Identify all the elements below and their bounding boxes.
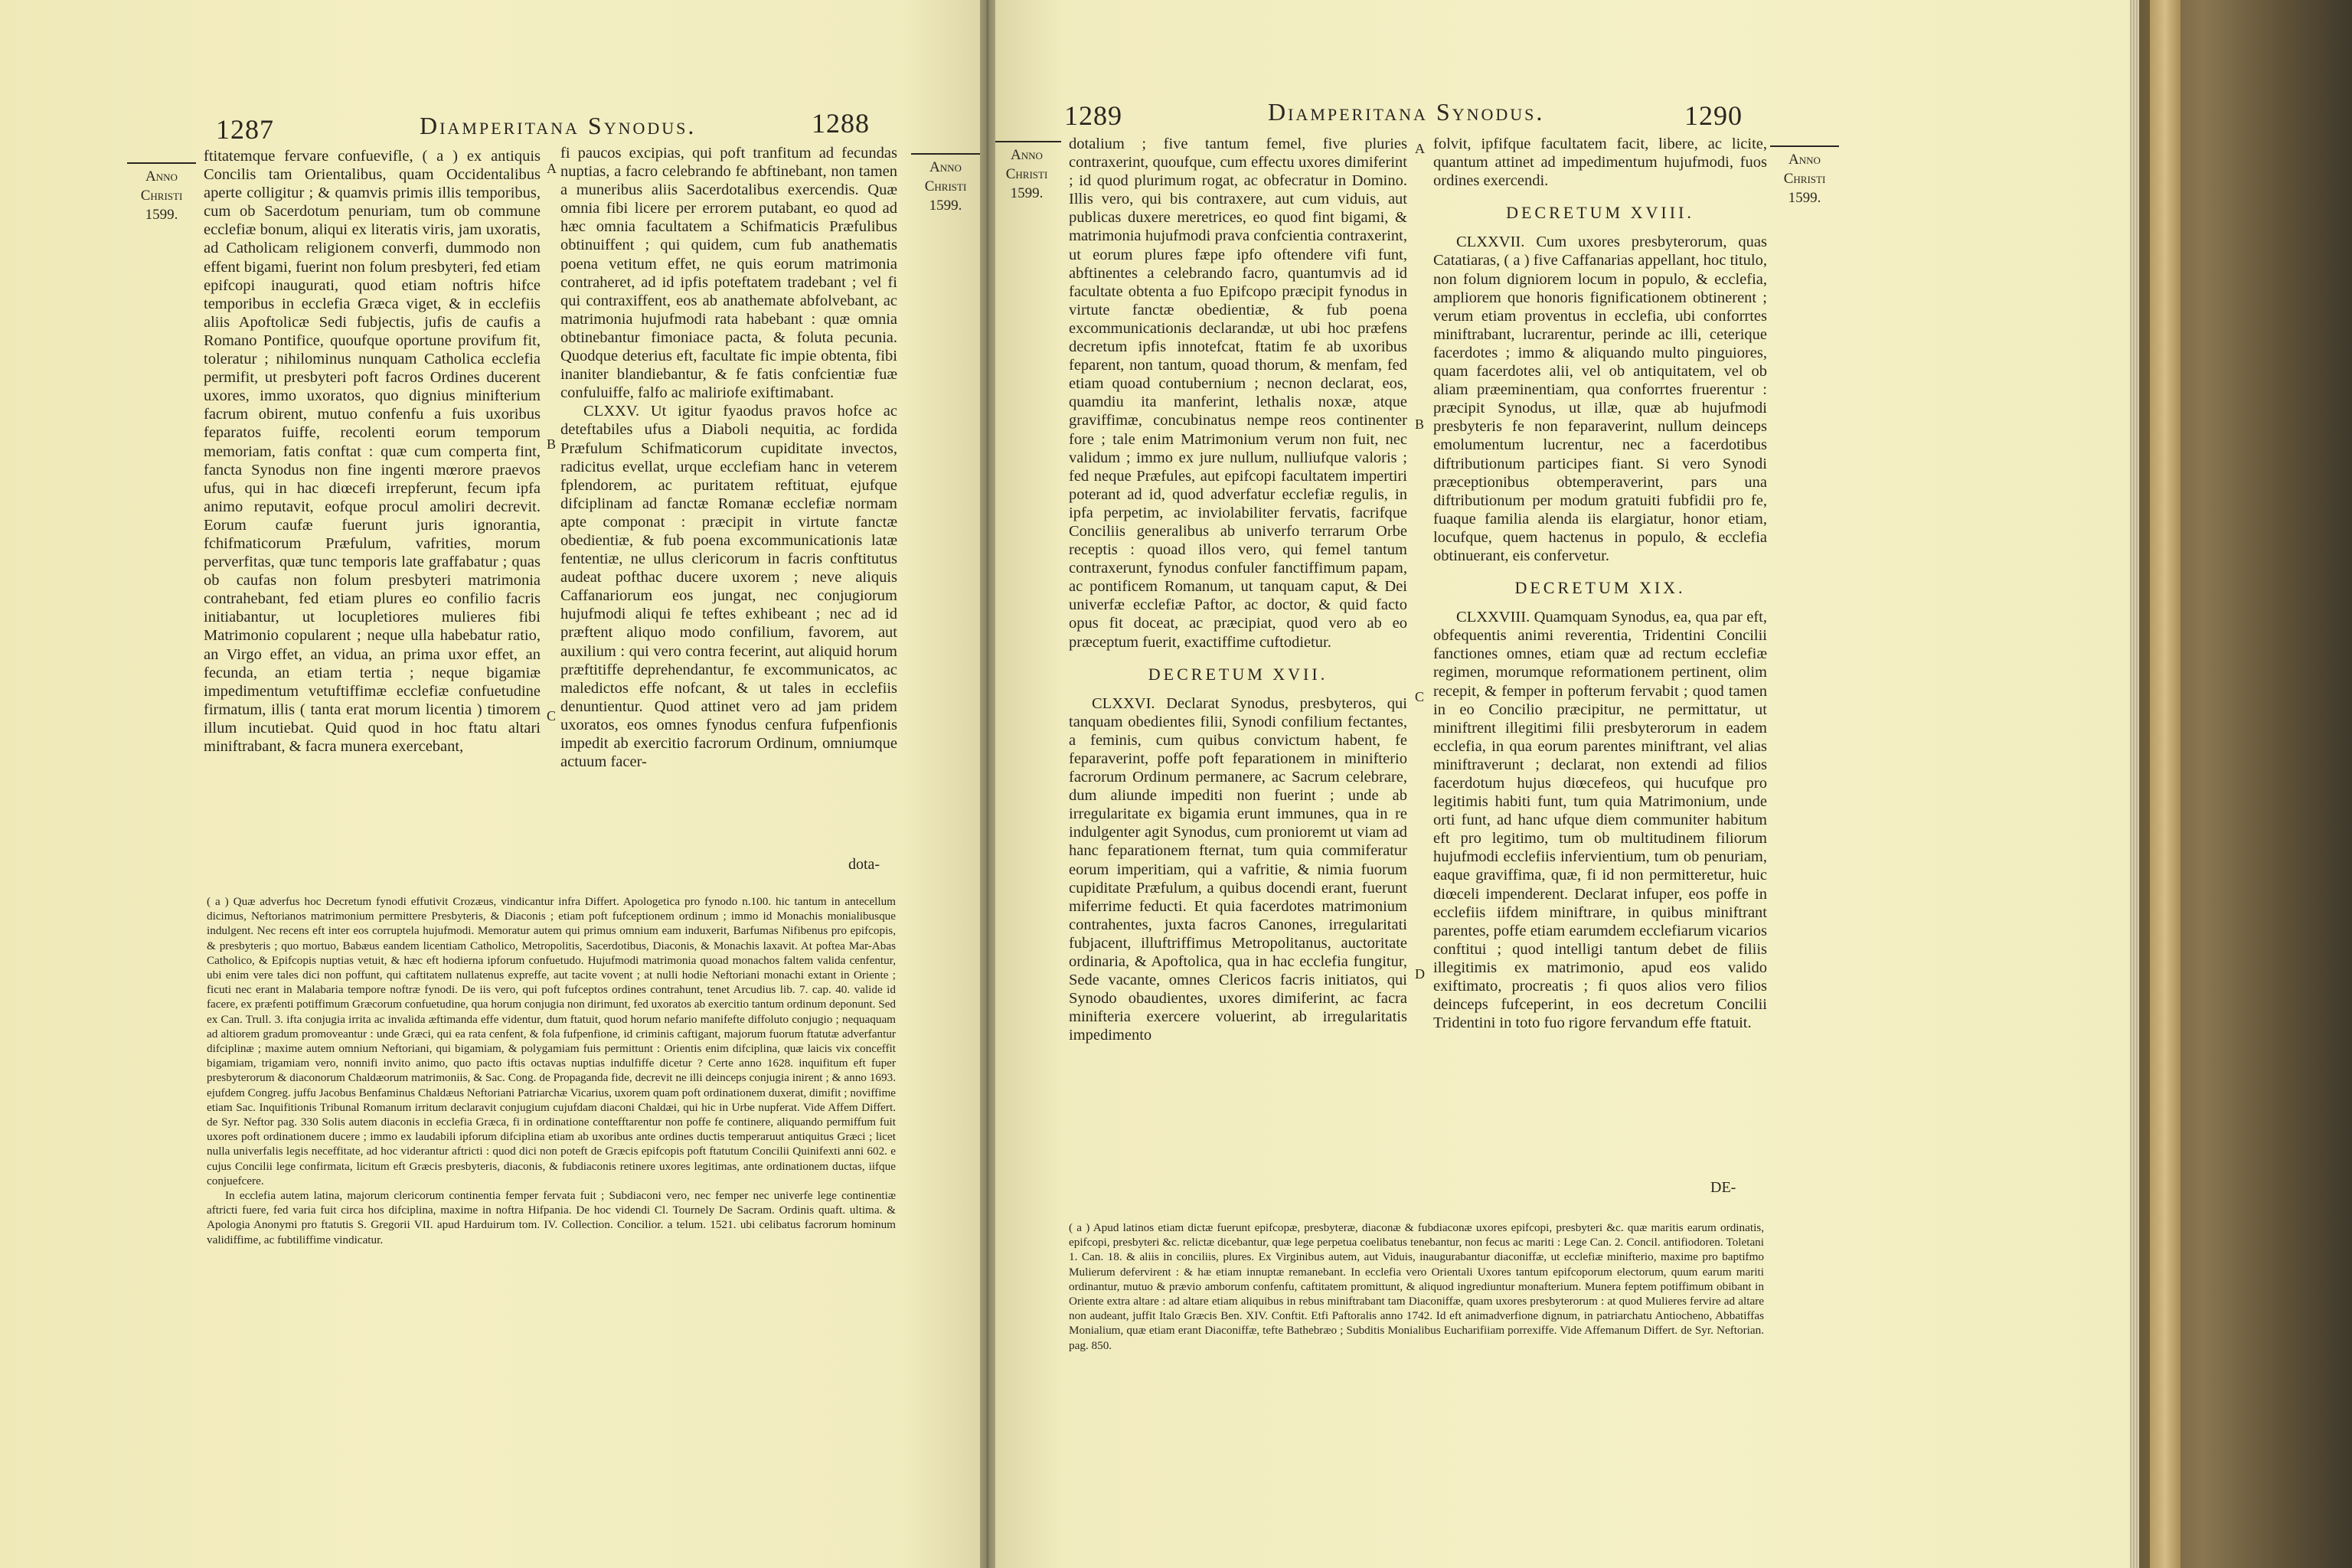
paragraph: fi paucos excipias, qui poft tranfitum ad fecundas nuptias, a facro celebrando fe abftinebant, non tamen a muneribus aliis Sacerdotalibus exercendis. Quæ omnia fibi licere per errorem putabant, eo quod ad hæc omnia facultatem a Schifmaticis Præfulibus obtinuiffent ; qui quidem, cum fub anathematis poena vetitum effet, ne quis eorum matrimonia contraheret, ad id ipfis poteftatem tradebant ; vel fi qui contraxiffent, eos ab anathemate abfolvebant, ac matrimonia hujufmodi rata habebant : quæ omnia obtinebantur fimoniace pacta, & foluta pecunia. Quodque deterius eft, facultate fic impie obtenta, fibi inaniter blandiebantur, & fe fatis confcientiæ fuæ confuluiffe, falfo ac maliriofe exiftimabant. — [560, 145, 897, 402]
margin-letter: A — [1415, 141, 1425, 156]
left-page-column-2 — [560, 144, 897, 771]
margin-letter: B — [1415, 416, 1425, 432]
margin-note-left: Anno Christi 1599. — [127, 162, 196, 224]
footnote-paragraph: ( a ) Quæ adverfus hoc Decretum fynodi effutivit Crozæus, vindicantur infra Differt. Apologetica pro fynodo n.100. hic tantum in antecellum dicimus, Neftorianos matrimonium permittere Presbyteris, & Diaconis ; etiam poft fufceptionem ordinum ; immo id Monachis monialibusque indulgent. Nec recens eft inter eos corruptela hujufmodi. Memoratur autem qui primus omnium eam induxerit, Barfumas Nifibenus pro epifcopis, & presbyteris ; quo mortuo, Babæus eandem licentiam Catholico, Metropolitis, Sacerdotibus, Diaconis, & Monachis laxavit. At poftea Mar-Abas Catholico, & Epifcopis nuptias vetuit, & hæc eft hodierna ipforum confuetudo. Hujufmodi matrimonia quoad monachos faltem valida cenfentur, ubi enim vere tales dici non poffunt, qui caftitatem nullatenus expreffe, aut tacite vovent ; at nulli hodie Neftoriani monachi extant in Oriente ; ficuti nec erant in Malabaria tempore noftræ fynodi. De iis vero, qui poft fufceptos ordines contrahunt, tenet Arcudius lib. 7. cap. 40. valide id facere, ex præfenti potiffimum Græcorum confuetudine, qua horum conjugia non dirimunt, fed uxoratos ab exercitio tantum ordinum deponunt. Sed ex Can. Trull. 3. ifta conjugia irrita ac invalida æftimanda effe videntur, dum ftatuit, quod horum nefario manifefte diffoluto conjugio ; nequaquam ad altiorem gradum promoveantur : unde Græci, qui ea rata cenfent, & fola fufpenfione, id criminis caftigant, majorum fuorum ftatutæ adverfantur difciplinæ ; maxime autem omnium Neftoriani, qui bigamiam, & polygamiam fuis permittunt : Orientis enim difciplina, quæ laicis vix conceffit bigamiam, trigamiam vero, nonnifi invito animo, quo pacto iftis octavas nuptias indulfiffe dicetur ? Certe anno 1628. inquifitum eft fuper presbyterorum & diaconorum Chaldæorum matrimoniis, & Sac. Cong. de Propaganda fide, decrevit ne illi deinceps conjugia inirent ; & anno 1693. ejufdem Congreg. juffu Jacobus Benfaminus Chaldæus Neftoriani Patriarchæ Vicarius, uxorem quam poft ordinationem duxerat, dimifit ; noviffime etiam Sac. Inquifitionis Tribunal Romanum irritum declaravit conjugium cujufdam diaconi Chaldæi, qui hic in Urbe nupferat. Vide Affem Differt. de Syr. Neftor pag. 330 Solis autem diaconis in ecclefia Græca, fi in ordinatione contefftarentur non poffe fe continere, aliquando permiffum fuit uxores poft ordinationem ducere ; immo ex laudabili ipforum difciplina etiam ab uxoribus ante ordines ductis temperaruut antiquitus Græci ; licet nulla univerfalis legis neceffitate, ad hoc viderantur aftricti : quod dici non poteft de Græcis epifcopis poft ftatutum Concilii Quinifexti anni 602. e cujus Concilii lege confirmata, licitum eft Græcis presbyteris, diaconis, & fubdiaconis retinere uxores legitimas, ante ordinationem ductas, iifque conjuefcere. — [207, 895, 896, 1187]
margin-note-right: Anno Christi 1599. — [1770, 145, 1839, 207]
running-head: Diamperitana Synodus. — [1268, 98, 1545, 126]
margin-letter: C — [547, 708, 557, 724]
margin-letter: B — [547, 436, 557, 452]
page-number-right: 1288 — [812, 108, 870, 139]
footnote-paragraph: ( a ) Apud latinos etiam dictæ fuerunt epifcopæ, presbyteræ, diaconæ & fubdiaconæ uxores epifcopi, presbyteri &c. quæ maritis earum ordinatis, epifcopi, presbyteri &c. relictæ dicebantur, quæ lege perpetua coelibatus tenebantur, non fecus ac mariti : Lege Can. 2. Concil. antifiodoren. Toletani 1. Can. 18. & aliis in conciliis, plures. Ex Virginibus autem, aut Viduis, inaugurabantur diaconiffæ, ut ecclefiæ minifterio, maxime pro baptifmo Mulierum defervirent : & hæ etiam innuptæ remanebant. In ecclefia vero Orientali Uxores tantum epifcoporum electorum, quum earum mariti ordinantur, mutuo & prævio amborum confenfu, caftitatem promittunt, & aliquod ingrediuntur monafterium. Munera feptem potiffimum obibant in Oriente extra altare : ad altare etiam aliquibus in rebus miniftrabant tam Diaconiffæ, quam uxores presbyterorum : at quod Mulieres fervire ad altare non audeant, juffit Italo Græcis Ben. XIV. Conftit. Etfi Paftoralis anno 1742. Id eft animadverfione dignum, in patriarchatu Antiocheno, Abbatiffas Monialium, quæ etiam erant Diaconiffæ, tefte Bathebræo ; Subditis Monialibus Eucharifiiam porrexiffe. Vide Affemanum Differt. de Syr. Neftorian. pag. 850. — [1069, 1221, 1764, 1352]
paragraph: dotalium ; five tantum femel, five pluries contraxerint, quoufque, cum effectu uxores dimiferint ; id quod plurimum rogat, ac obfecratur in Domino. Illis vero, qui bis contraxere, aut cum viduis, aut publicas duxere meretrices, eo quod fint bigami, & matrimonia hujufmodi prava confcientia contraxerint, ut eorum plures fæpe ipfo oftendere vifi funt, abftinentes a celebrando facro, quantumvis ad id facultate obtenta a fuo Epifcopo præcipit fynodus in virtute fanctæ obedientiæ, & fub poena excommunicationis declarandæ, ut ubi hoc præfens decretum ipfis innotefcat, ftatim fe ab uxoribus feparent, non tantum, quoad thorum, & menfam, fed etiam quoad contubernium ; necnon declarat, eos, quamdiu ita manferint, lethalis noxæ, atque graviffimæ, concubinatus nempe reos continenter fore ; tale enim Matrimonium verum non fuit, nec validum ; immo ex jure nullum, nulliufque valoris ; fed neque Præfules, aut epifcopi facultatem impertiri poterant ad id, quod adverfatur ecclefiæ regulis, in ipfa perpetim, ac inviolabiliter fervatis, facrifque Conciliis generalibus ab univerfo terrarum Orbe receptis : quoad illos vero, qui femel tantum contraxerunt, fynodus confuler fanctiffimum papam, ac pontificem Romanum, ut tanquam caput, & Dei univerfæ ecclefiæ Paftor, ac doctor, & quid facto opus fit doceat, ac præcipiat, quod vero ab eo præceptum fuerit, exactiffime cuftodietur. — [1069, 136, 1407, 651]
paragraph: CLXXVIII. Quamquam Synodus, ea, qua par eft, obfequentis animi reverentia, Tridentini Concilii fanctiones omnes, etiam quæ ad rectum ecclefiæ regimen, morumque reformationem pertinent, olim recepit, & femper in pofterum fervabit ; quod tamen in eo Concilio præcipitur, ne permittatur, ut miniftrent illegitimi filii presbyterorum in eadem ecclefia, in qua eorum parentes miniftrant, vel alias miniftraverunt ; declarat, non extendi ad filios facerdotum hujus diœcefeos, qui hucufque pro legitimis habiti funt, tum quia Matrimonium, unde orti funt, ad hanc ufque diem communiter habitum eft pro legitimo, tum ob multitudinem filiorum hujufmodi ecclefiis infervientium, tum ob penuriam, eaque graviffima, quæ, fi id non permitteretur, huic diœceli impenderent. Declarat infuper, eos poffe in ecclefiis iifdem miniftrare, in quibus miniftrant parentes, poffe etiam earumdem ecclefiarum vicarios conftitui ; quod intelligi tantum debet de filiis illegitimis ex matrimonio, apud eos valido exiftimato, procreatis ; fi quos alios vero filios deinceps fufceperint, in eos decretum Concilii Tridentini in toto fuo rigore fervandum effe ftatuit. — [1433, 609, 1767, 1032]
margin-letter: A — [547, 161, 557, 176]
decree-heading: DECRETUM XIX. — [1514, 578, 1686, 598]
paragraph: CLXXVII. Cum uxores presbyterorum, quas Catatiaras, ( a ) five Caffanarias appellant, hoc titulo, non folum digniorem locum in populo, & ecclefia, ampliorem que honoris fignificationem obtinerent ; verum etiam proventus in ecclefia, ubi conforrtes miniftrabant, lucrarentur, perinde ac illi, ceterique facerdotes ; immo & aliquando multo pinguiores, quam facerdotes alii, vel ob antiquitatem, vel ob aliam præeminentiam, qua conforrtes fruerentur : præcipit Synodus, ut illæ, quæ ab hujufmodi presbyteris fe non feparaverint, nullum deinceps emolumentum lucrentur, nec a facerdotibus diftributionum participes fiant. Si vero Synodi præceptionibus obtemperaverint, pars una diftributionum per modum gratuiti fubfidii pro fe, fuaque familia alenda iis elargiatur, honor etiam, locufque, quem hactenus in populo, & ecclefia obtinuerant, eis confervetur. — [1433, 234, 1767, 564]
left-page-column-1 — [204, 147, 541, 756]
margin-letter: C — [1415, 689, 1425, 704]
footnote-right — [1069, 1220, 1764, 1353]
paragraph: CLXXVI. Declarat Synodus, presbyteros, qui tanquam obedientes filii, Synodi confilium fectantes, a feminis, cum quibus convictum habent, fe feparaverint, poffe poft feparationem in minifterio facrorum Ordinum permanere, ac Sacrum celebrare, dum aliunde impediti non fuerint ; unde ab irregularitate ex bigamia erunt immunes, qua in re indulgenter agit Synodus, cum pronioremt ut viam ad hanc feparationem fternat, tum quia commiferatur eorum imperitiam, qui a vafritie, & nimia fuorum cupiditate Præfulum, a quibus docendi erant, fuerunt miferrime feducti. Et quia facerdotes matrimonium contrahentes, juxta facros Canones, irregularitati fubjacent, illuftriffimus Metropolitanus, auctoritate ordinaria, & Apoftolica, qua in hac ecclefia fungitur, Sede vacante, omnes Clericos facris initiatos, qui Synodo obaudientes, uxores dimiferint, ac facra minifteria exercere voluerint, ab irregularitatis impedimento — [1069, 694, 1407, 1044]
right-page-column-1 — [1069, 135, 1407, 1045]
decree-heading: DECRETUM XVIII. — [1506, 203, 1694, 223]
margin-letter: D — [1415, 966, 1425, 982]
paragraph: CLXXV. Ut igitur fyaodus pravos hofce ac deteftabiles ufus a Diaboli nequitia, ac fordida Præfulum Schifmaticorum cupiditate invectos, radicitus evellat, urque ecclefiam hanc in veterem fplendorem, ac puritatem reftituat, ejufque difciplinam ad fanctæ Romanæ ecclefiæ normam apte componat : præcipit in virtute fanctæ obedientiæ, & fub poena excommunicationis latæ fententiæ, ne ullus clericorum in facris conftitutus audeat pofthac ducere uxorem ; neve aliquis Caffanariorum eos jungat, nec conjugiorum hujufmodi aliqui fe teftes exhibeant ; nec ad id præftent aliquo modo confilium, favorem, aut auxilium : qui vero contra fecerint, aut aliquid horum præftitiffe deprehendantur, fe excommunicatos, ac maledictos effe nofcant, & ut tales in ecclefiis denuntientur. Quod attinet vero ad jam pridem uxoratos, eos omnes fynodus cenfura fufpenfionis impedit ab exercitio facrorum Ordinum, omniumque actuum facer- — [560, 403, 897, 771]
paragraph: folvit, ipfifque facultatem facit, libere, ac licite, quantum attinet ad impedimentum hujufmodi, fuos ordines exercendi. — [1433, 136, 1767, 190]
right-page — [995, 0, 2130, 1568]
margin-note-right: Anno Christi 1599. — [911, 153, 980, 215]
left-page — [0, 0, 980, 1568]
catchword: DE- — [1710, 1179, 1736, 1196]
page-number-left: 1289 — [1064, 100, 1122, 131]
page-edges — [2128, 0, 2139, 1568]
paragraph: ftitatemque fervare confuevifle, ( a ) ex antiquis Concilis tam Orientalibus, quam Occidentalibus aperte colligitur ; & quamvis primis illis temporibus, cum ob Sacerdotum penuriam, tum ob commune ecclefiæ bonum, aliqui ex literatis viris, jam uxoratis, ad Catholicam religionem converfi, dummodo non effent bigami, fuerint non folum presbyteri, fed etiam epifcopi inaugurati, quod etiam noftris hifce temporibus in ecclefia Græca viget, & in ecclefiis aliis Apoftolicæ Sedi fubjectis, jufis de caufis a Romano Pontifice, quoufque oportune provifum fit, toleratur ; nihilominus nunquam Catholica ecclefia permifit, ut presbyteri poft facros Ordines ducerent uxores, immo uxoratos, quo dignius minifterium facrum obirent, mutuo confenfu a fuis uxoribus feparatos fuiffe, recolenti eorum temporum memoriam, fatis conftat : quæ cum comperta fint, fancta Synodus non fine ingenti mœrore praevos ufus, qui in hac diœcefi irrepferunt, fecum ipfa animo reputavit, eofque procul amoliri decrevit. Eorum caufæ fuerunt juris ignorantia, fchifmaticorum Præfulum, vafrities, morum perverfitas, quæ tunc temporis late graffabatur ; quas ob caufas non folum presbyteri matrimonia contrahebant, fed etiam plures eo confilio facris initiabantur, ut locupletiores mulieres fibi Matrimonio copularent ; neque ulla habebatur ratio, an Virgo effet, an vidua, an prima uxor effet, an fecunda, an etiam tertia ; neque bigamiæ impedimentum vetuftiffimæ ecclefiæ confuetudine firmatum, illis ( tanta erat morum licentia ) timorem illum incutiebat. Quid quod in hoc ftatu altari miniftrabant, & facra munera exercebant, — [204, 148, 541, 755]
decree-heading: DECRETUM XVII. — [1148, 664, 1328, 684]
right-page-column-2 — [1433, 135, 1767, 1032]
margin-note-left: Anno Christi 1599. — [995, 141, 1061, 203]
cover-tape — [2150, 0, 2180, 1568]
footnote-paragraph: In ecclefia autem latina, majorum clericorum continentia femper fervata fuit ; Subdiaconi vero, nec femper nec univerfe lege continentiæ aftricti fuere, fed varia fuit circa hos difciplina, maxime in noftra Hifpania. De hoc videndi Cl. Tournely De Sacram. Ordinis quaft. ultima. & Apologia Anonymi pro ftatutis S. Gregorii VII. apud Harduirum tom. IV. Collection. Concilior. a telum. 1521. ubi celibatus facrorum hominum validiffime, ac fubtiliffime vindicatur. — [207, 1189, 896, 1246]
page-number-right: 1290 — [1684, 100, 1743, 131]
footnote-left — [207, 894, 896, 1247]
page-number-left: 1287 — [216, 114, 274, 145]
catchword: dota- — [848, 856, 880, 873]
running-head: Diamperitana Synodus. — [420, 112, 697, 139]
